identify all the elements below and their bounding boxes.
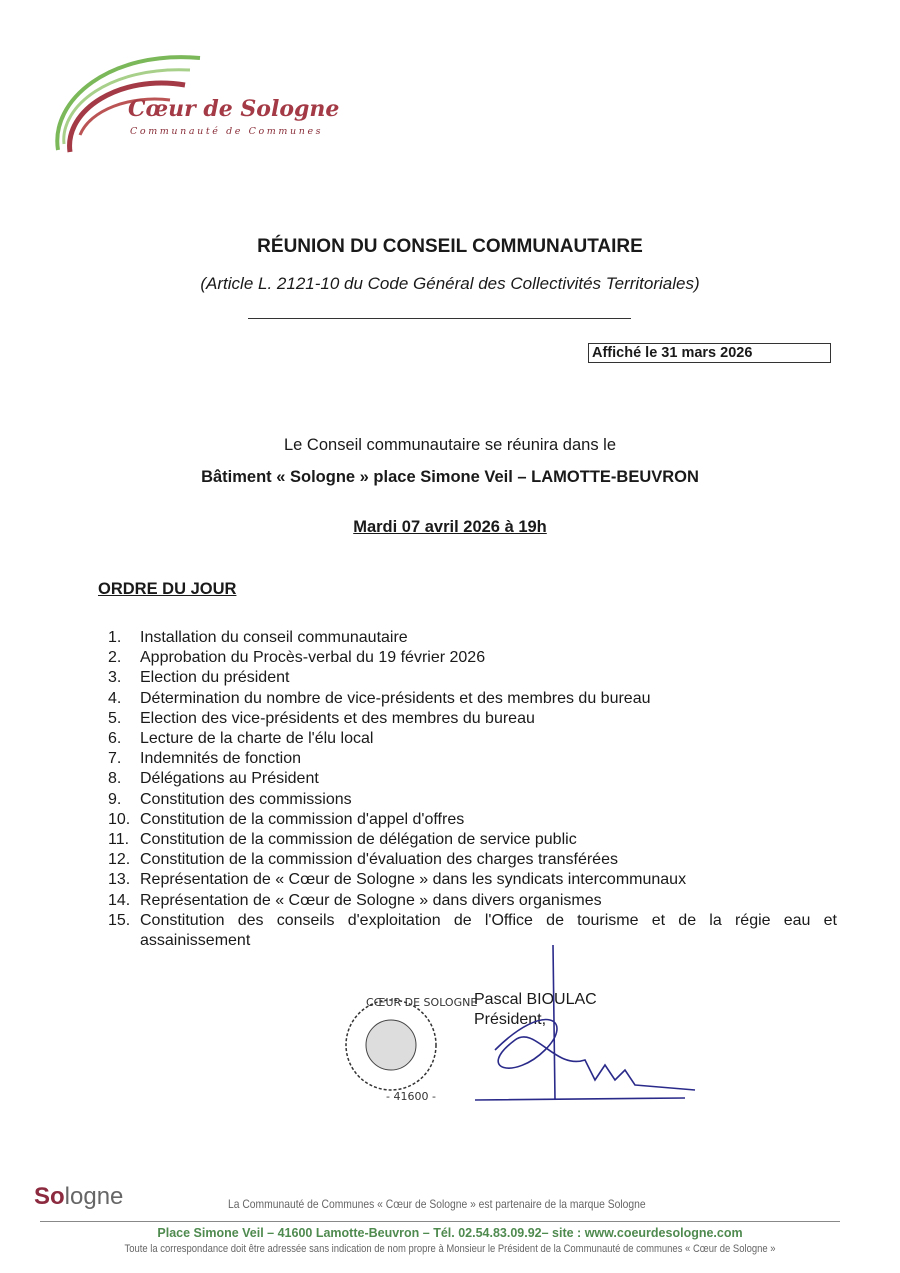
agenda-item-number: 7.	[108, 750, 122, 768]
agenda-item	[100, 891, 837, 911]
page-title: RÉUNION DU CONSEIL COMMUNAUTAIRE	[257, 236, 643, 257]
agenda-item-number: 10.	[108, 810, 131, 828]
meeting-location: Bâtiment « Sologne » place Simone Veil – LAMOTTE-BEUVRON	[201, 468, 699, 486]
legal-reference: (Article L. 2121-10 du Code Général des Collectivités Territoriales)	[200, 274, 700, 293]
agenda-item-number: 4.	[108, 689, 122, 707]
sologne-brand-logo	[34, 1183, 123, 1211]
agenda-item-text: Représentation de « Cœur de Sologne » dans les syndicats intercommunaux	[140, 871, 687, 889]
correspondence-note: Toute la correspondance doit être adressée sans indication de nom propre à Monsieur le Président de la Communauté de communes « Cœur de Sologne »	[124, 1243, 776, 1255]
meeting-intro: Le Conseil communautaire se réunira dans le	[283, 436, 616, 454]
agenda-item	[100, 850, 837, 870]
brand-so: So	[34, 1183, 65, 1210]
agenda-item-text: Lecture de la charte de l'élu local	[140, 730, 374, 748]
agenda-item-text: Constitution de la commission d'évaluation des charges transférées	[140, 851, 618, 869]
agenda-item-text: Installation du conseil communautaire	[140, 629, 408, 646]
agenda-item-text: Délégations au Président	[140, 770, 319, 788]
address-text: Place Simone Veil – 41600 Lamotte-Beuvron – Tél. 02.54.83.09.92– site :	[157, 1226, 585, 1240]
agenda-item	[100, 749, 837, 769]
agenda-item	[100, 689, 837, 709]
agenda-item-text: Détermination du nombre de vice-présidents et des membres du bureau	[140, 689, 651, 707]
agenda-item-text: Représentation de « Cœur de Sologne » dans divers organismes	[140, 891, 602, 909]
agenda-item-text: Constitution de la commission d'appel d'offres	[140, 810, 465, 828]
svg-text:CŒUR DE SOLOGNE: CŒUR DE SOLOGNE	[366, 996, 478, 1009]
agenda-item	[100, 830, 837, 850]
meeting-date: Mardi 07 avril 2026 à 19h	[353, 518, 547, 536]
agenda-item	[100, 769, 837, 789]
agenda-item-text: Election du président	[140, 669, 290, 687]
agenda-item-number: 9.	[108, 790, 122, 808]
website-link[interactable]: www.coeurdesologne.com	[584, 1226, 743, 1240]
agenda-item-number: 15.	[108, 911, 131, 929]
agenda-item-text: Election des vice-présidents et des membres du bureau	[140, 709, 535, 727]
agenda-item-number: 12.	[108, 851, 131, 869]
signatory-name: Pascal BIOULAC	[474, 991, 597, 1008]
agenda-item-number: 2.	[108, 649, 122, 667]
agenda-item-text: Constitution de la commission de délégation de service public	[140, 831, 577, 849]
footer-address	[0, 1226, 900, 1240]
agenda-item	[100, 709, 837, 729]
agenda-item-number: 13.	[108, 871, 131, 889]
agenda-item	[100, 870, 837, 890]
agenda-item-number: 8.	[108, 770, 122, 788]
agenda-item-number: 3.	[108, 669, 122, 687]
signatory-role: Président,	[474, 1011, 547, 1028]
agenda-item	[100, 790, 837, 810]
logo-subtitle: Communauté de Communes	[130, 126, 324, 137]
agenda-item-number: 6.	[108, 730, 122, 748]
brand-rest: logne	[64, 1183, 124, 1210]
agenda-item	[100, 628, 837, 648]
agenda-item-number: 1.	[108, 629, 122, 646]
agenda-item-text: Approbation du Procès-verbal du 19 février 2026	[140, 649, 486, 667]
official-stamp-icon	[326, 990, 478, 1105]
agenda-list	[100, 628, 837, 951]
agenda-item	[100, 668, 837, 688]
handwritten-signature-icon	[455, 940, 705, 1110]
footer-divider	[40, 1221, 840, 1222]
logo-name: Cœur de Sologne	[128, 96, 340, 122]
agenda-item-text: Constitution des commissions	[140, 790, 352, 808]
agenda-item-number: 11.	[108, 831, 130, 849]
agenda-item	[100, 729, 837, 749]
agenda-item-text: Indemnités de fonction	[140, 750, 301, 768]
agenda-item	[100, 648, 837, 668]
agenda-title: ORDRE DU JOUR	[98, 580, 237, 598]
posted-date-box: Affiché le 31 mars 2026	[588, 343, 831, 363]
svg-text:- 41600 -: - 41600 -	[386, 1090, 436, 1103]
agenda-item-number: 5.	[108, 709, 122, 727]
agenda-item-number: 14.	[108, 891, 131, 909]
agenda-item	[100, 810, 837, 830]
divider	[248, 318, 631, 319]
agenda-item-text: Constitution des conseils d'exploitation de l'Office de tourisme et de la régie eau et assainissement	[140, 911, 837, 950]
partner-note: La Communauté de Communes « Cœur de Sologne » est partenaire de la marque Sologne	[228, 1197, 646, 1211]
